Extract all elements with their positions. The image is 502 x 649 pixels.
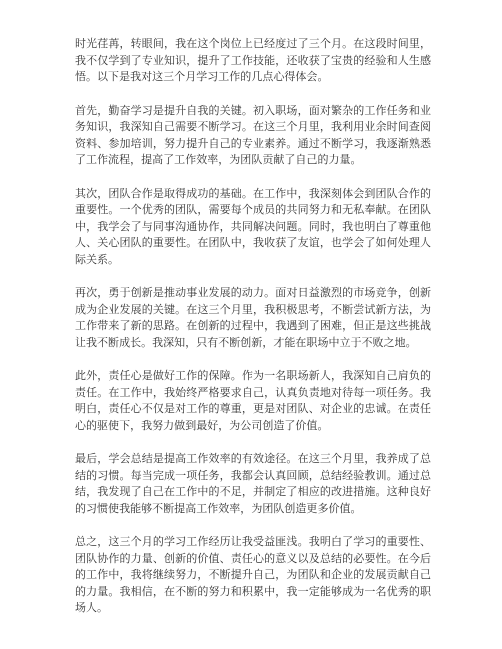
paragraph-intro: 时光荏苒，转眼间，我在这个岗位上已经度过了三个月。在这段时间里，我不仅学到了专业知识，提升了工作技能，还收获了宝贵的经验和人生感悟。以下是我对这三个月学习工作的几点心得体会。 bbox=[75, 37, 431, 83]
paragraph-learning: 首先，勤奋学习是提升自我的关键。初入职场，面对繁杂的工作任务和业务知识，我深知自己需要不断学习。在这三个月里，我利用业余时间查阅资料、参加培训，努力提升自己的专业素养。通过不断学习，我逐渐熟悉了工作流程，提高了工作效率，为团队贡献了自己的力量。 bbox=[75, 103, 431, 166]
document-body bbox=[75, 36, 431, 634]
paragraph-conclusion: 总之，这三个月的学习工作经历让我受益匪浅。我明白了学习的重要性、团队协作的力量、创新的价值、责任心的意义以及总结的必要性。在今后的工作中，我将继续努力，不断提升自己，为团队和企业的发展贡献自己的力量。我相信，在不断的努力和积累中，我一定能够成为一名优秀的职场人。 bbox=[75, 535, 431, 614]
paragraph-summary-habit: 最后，学会总结是提高工作效率的有效途径。在这三个月里，我养成了总结的习惯。每当完成一项任务，我都会认真回顾，总结经验教训。通过总结，我发现了自己在工作中的不足，并制定了相应的改进措施。这种良好的习惯使我能够不断提高工作效率，为团队创造更多价值。 bbox=[75, 452, 431, 515]
paragraph-teamwork: 其次，团队合作是取得成功的基础。在工作中，我深刻体会到团队合作的重要性。一个优秀的团队，需要每个成员的共同努力和无私奉献。在团队中，我学会了与同事沟通协作，共同解决问题。同时，我也明白了尊重他人、关心团队的重要性。在团队中，我收获了友谊，也学会了如何处理人际关系。 bbox=[75, 186, 431, 266]
paragraph-responsibility: 此外，责任心是做好工作的保障。作为一名职场新人，我深知自己肩负的责任。在工作中，我始终严格要求自己，认真负责地对待每一项任务。我明白，责任心不仅是对工作的尊重，更是对团队、对企业的忠诚。在责任心的驱使下，我努力做到最好，为公司创造了价值。 bbox=[75, 369, 431, 432]
paragraph-innovation: 再次，勇于创新是推动事业发展的动力。面对日益激烈的市场竞争，创新成为企业发展的关键。在这三个月里，我积极思考，不断尝试新方法，为工作带来了新的思路。在创新的过程中，我遇到了困难，但正是这些挑战让我不断成长。我深知，只有不断创新，才能在职场中立于不败之地。 bbox=[75, 286, 431, 349]
